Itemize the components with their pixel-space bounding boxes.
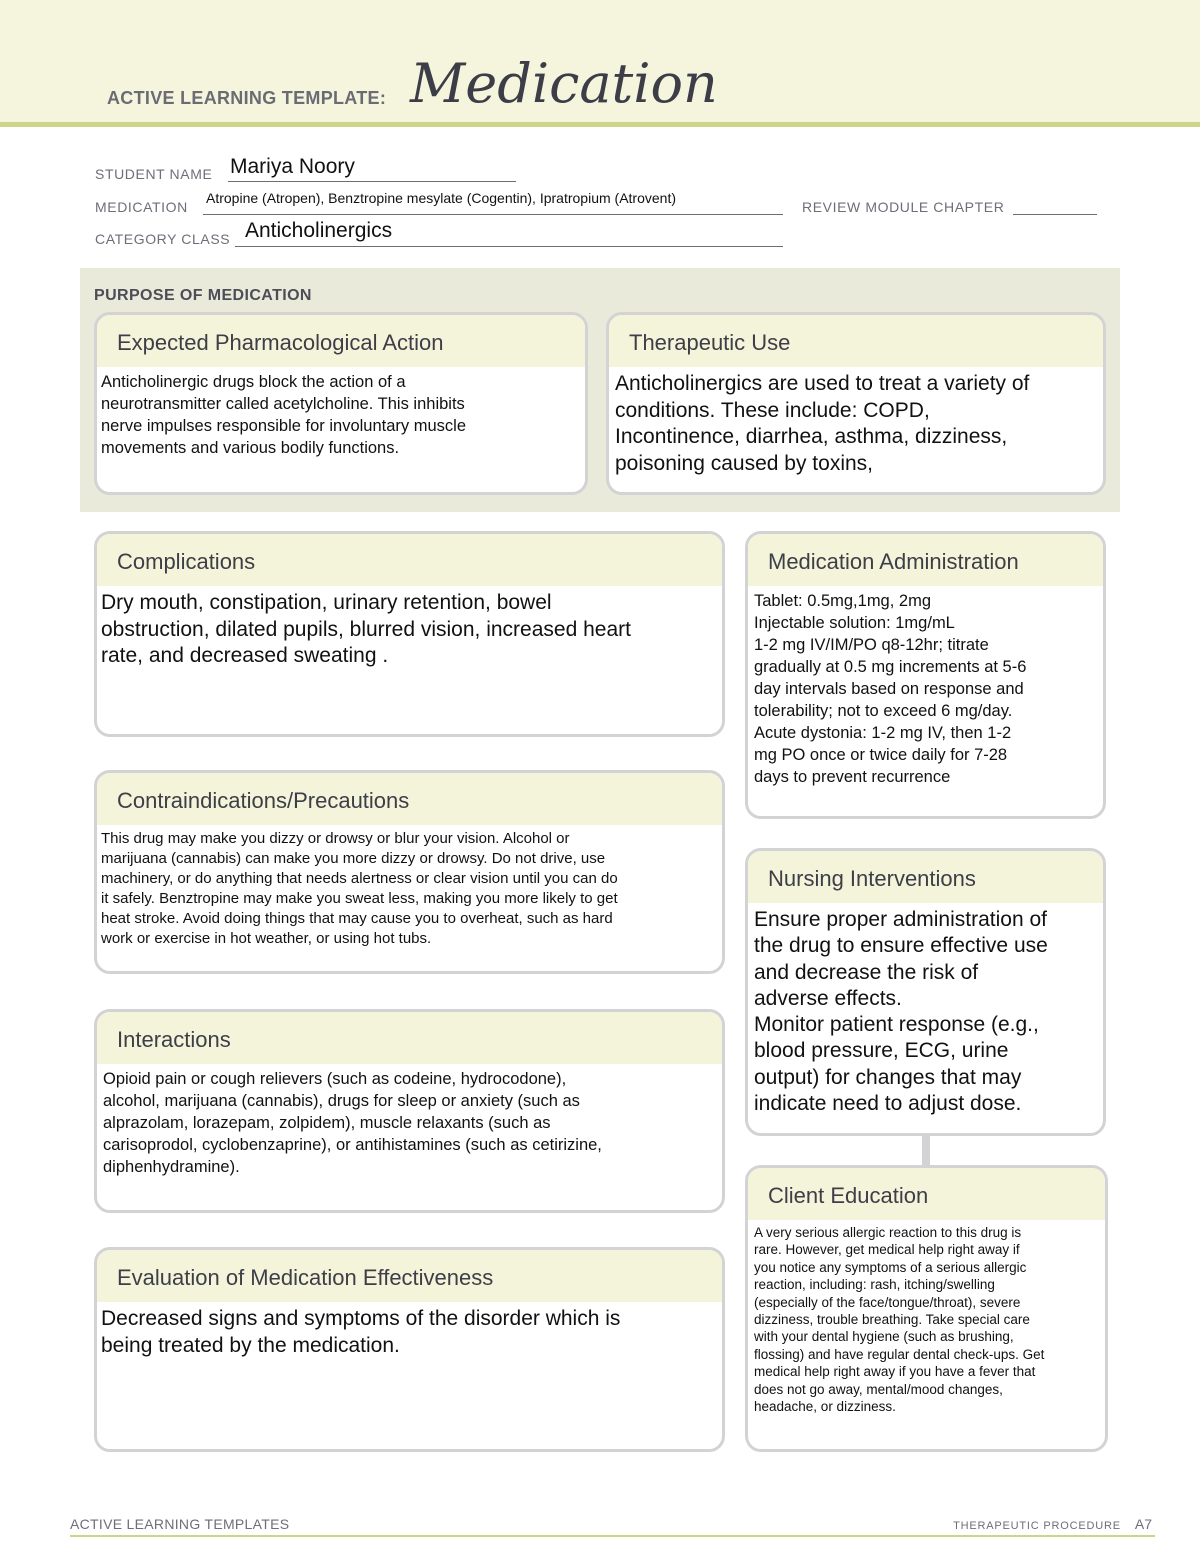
expected-action-text[interactable]: Anticholinergic drugs block the action of a neurotransmitter called acetylcholine. This inhibits nerve impulses responsible for involuntary muscle movements and various bodily functions.: [101, 373, 466, 457]
page-number: A7: [1134, 1516, 1152, 1532]
therapeutic-use-box: [606, 312, 1106, 495]
interactions-text[interactable]: Opioid pain or cough relievers (such as codeine, hydrocodone), alcohol, marijuana (cannabis), drugs for sleep or anxiety (such as alprazolam, lorazepam, zolpidem), muscle relaxants (such as carisoprodol, cyclobenzaprine), or antihistamines (such as cetirizine, diphenhydramine).: [103, 1070, 602, 1176]
template-label: ACTIVE LEARNING TEMPLATE:: [107, 88, 387, 108]
complications-text[interactable]: Dry mouth, constipation, urinary retention, bowel obstruction, dilated pupils, blurred vision, increased heart rate, and decreased sweating .: [101, 591, 631, 667]
page-title: Medication: [410, 52, 718, 115]
contraindications-box: [94, 770, 725, 974]
complications-box: [94, 531, 725, 737]
nursing-interventions-text[interactable]: Ensure proper administration of the drug to ensure effective use and decrease the risk of adverse effects. Monitor patient response (e.g., blood pressure, ECG, urine output) for changes that may indicate need to adjust dose.: [754, 908, 1048, 1116]
client-education-text[interactable]: A very serious allergic reaction to this drug is rare. However, get medical help right away if you notice any symptoms of a serious allergic reaction, including: rash, itching/swelling (especially of the face/tongue/throat), severe dizziness, trouble breathing. Take special care with your dental hygiene (such as brushing, flossing) and have regular dental check-ups. Get medical help right away if you have a fever that does not go away, mental/mood changes, headache, or dizziness.: [754, 1225, 1045, 1415]
footer-section: THERAPEUTIC PROCEDURE: [953, 1520, 1121, 1532]
administration-heading: Medication Administration: [748, 534, 1103, 586]
header-rule: [0, 122, 1200, 127]
footer-rule: [70, 1535, 1155, 1537]
review-module-label: REVIEW MODULE CHAPTER: [802, 199, 1005, 215]
evaluation-box: [94, 1247, 725, 1452]
nursing-interventions-heading: Nursing Interventions: [748, 851, 1103, 903]
interactions-heading: Interactions: [97, 1012, 722, 1064]
contraindications-heading: Contraindications/Precautions: [97, 773, 722, 825]
administration-text[interactable]: Tablet: 0.5mg,1mg, 2mg Injectable solution: 1mg/mL 1-2 mg IV/IM/PO q8-12hr; titrate gradually at 0.5 mg increments at 5-6 day intervals based on response and tolerability; not to exceed 6 mg/day. Acute dystonia: 1-2 mg IV, then 1-2 mg PO once or twice daily for 7-28 days to prevent recurrence: [754, 592, 1027, 786]
evaluation-text[interactable]: Decreased signs and symptoms of the disorder which is being treated by the medication.: [101, 1307, 621, 1357]
category-class-line: [235, 246, 783, 247]
student-name-line: [228, 181, 516, 182]
medication-value[interactable]: Atropine (Atropen), Benztropine mesylate (Cogentin), Ipratropium (Atrovent): [206, 190, 676, 206]
footer-right: [953, 1516, 1152, 1532]
medication-line: [203, 214, 783, 215]
therapeutic-use-heading: Therapeutic Use: [609, 315, 1103, 367]
client-education-heading: Client Education: [748, 1168, 1105, 1220]
expected-action-heading: Expected Pharmacological Action: [97, 315, 585, 367]
nursing-interventions-box: [745, 848, 1106, 1136]
category-class-value[interactable]: Anticholinergics: [245, 219, 393, 242]
category-class-label: CATEGORY CLASS: [95, 231, 231, 247]
student-name-label: STUDENT NAME: [95, 166, 213, 182]
complications-heading: Complications: [97, 534, 722, 586]
box-connector: [922, 1135, 930, 1168]
medication-label: MEDICATION: [95, 199, 188, 215]
student-name-value[interactable]: Mariya Noory: [230, 155, 355, 178]
contraindications-text[interactable]: This drug may make you dizzy or drowsy or blur your vision. Alcohol or marijuana (cannabis) can make you more dizzy or drowsy. Do not drive, use machinery, or do anything that needs alertness or clear vision until you can do it safely. Benztropine may make you sweat less, making you more likely to get heat stroke. Avoid doing things that may cause you to overheat, such as hard work or exercise in hot weather, or using hot tubs.: [101, 830, 618, 947]
administration-box: [745, 531, 1106, 819]
client-education-box: [745, 1165, 1108, 1452]
interactions-box: [94, 1009, 725, 1213]
footer-left: ACTIVE LEARNING TEMPLATES: [70, 1516, 290, 1532]
evaluation-heading: Evaluation of Medication Effectiveness: [97, 1250, 722, 1302]
therapeutic-use-text[interactable]: Anticholinergics are used to treat a variety of conditions. These include: COPD, Incontinence, diarrhea, asthma, dizziness, poisoning caused by toxins,: [615, 372, 1030, 475]
review-module-line[interactable]: [1013, 214, 1097, 215]
purpose-title: PURPOSE OF MEDICATION: [94, 287, 312, 304]
expected-action-box: [94, 312, 588, 495]
